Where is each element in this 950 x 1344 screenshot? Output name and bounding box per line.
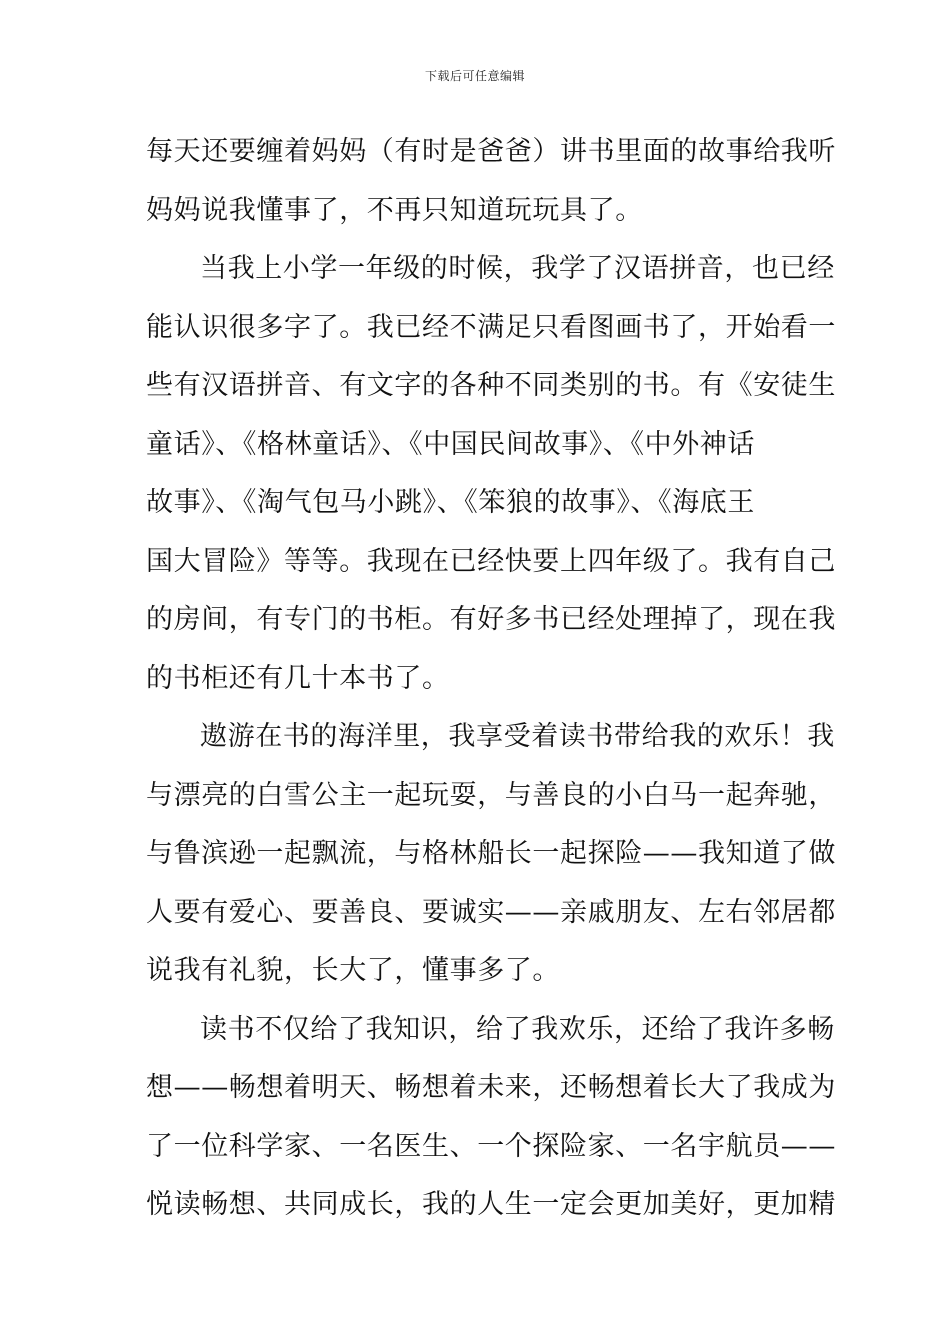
header-note: 下载后可任意编辑 — [424, 69, 525, 83]
text-line: 的房间，有专门的书柜。有好多书已经处理掉了，现在我 — [146, 604, 836, 635]
text-line: 童话》、《格林童话》、《中国民间故事》、《中外神话 — [146, 428, 755, 460]
text-line: 与漂亮的白雪公主一起玩耍，与善良的小白马一起奔驰， — [146, 779, 836, 811]
text-line: 的书柜还有几十本书了。 — [146, 662, 450, 694]
text-line: 故事》、《淘气包马小跳》、《笨狼的故事》、《海底王 — [146, 487, 755, 518]
document-body — [146, 123, 836, 1235]
text-line: 与鲁滨逊一起飘流，与格林船长一起探险——我知道了做 — [146, 838, 836, 869]
text-line: 人要有爱心、要善良、要诚实——亲戚朋友、左右邻居都 — [146, 896, 836, 928]
paragraph-start-line: 读书不仅给了我知识，给了我欢乐，还给了我许多畅 — [200, 1013, 835, 1045]
text-line: 想——畅想着明天、畅想着未来，还畅想着长大了我成为 — [146, 1072, 836, 1103]
text-line: 国大冒险》等等。我现在已经快要上四年级了。我有自己 — [146, 545, 836, 577]
paragraph-start-line: 遨游在书的海洋里，我享受着读书带给我的欢乐！我 — [200, 721, 835, 752]
text-line: 能认识很多字了。我已经不满足只看图画书了，开始看一 — [146, 311, 836, 343]
text-line: 悦读畅想、共同成长，我的人生一定会更加美好，更加精 — [146, 1189, 836, 1220]
text-line: 了一位科学家、一名医生、一个探险家、一名宇航员—— — [146, 1130, 836, 1162]
text-line: 妈妈说我懂事了，不再只知道玩玩具了。 — [146, 194, 643, 226]
text-line: 说我有礼貌，长大了，懂事多了。 — [146, 955, 560, 986]
text-line: 每天还要缠着妈妈（有时是爸爸）讲书里面的故事给我听 — [146, 136, 836, 167]
text-line: 些有汉语拼音、有文字的各种不同类别的书。有《安徒生 — [146, 370, 836, 401]
paragraph-start-line: 当我上小学一年级的时候，我学了汉语拼音，也已经 — [200, 253, 835, 284]
